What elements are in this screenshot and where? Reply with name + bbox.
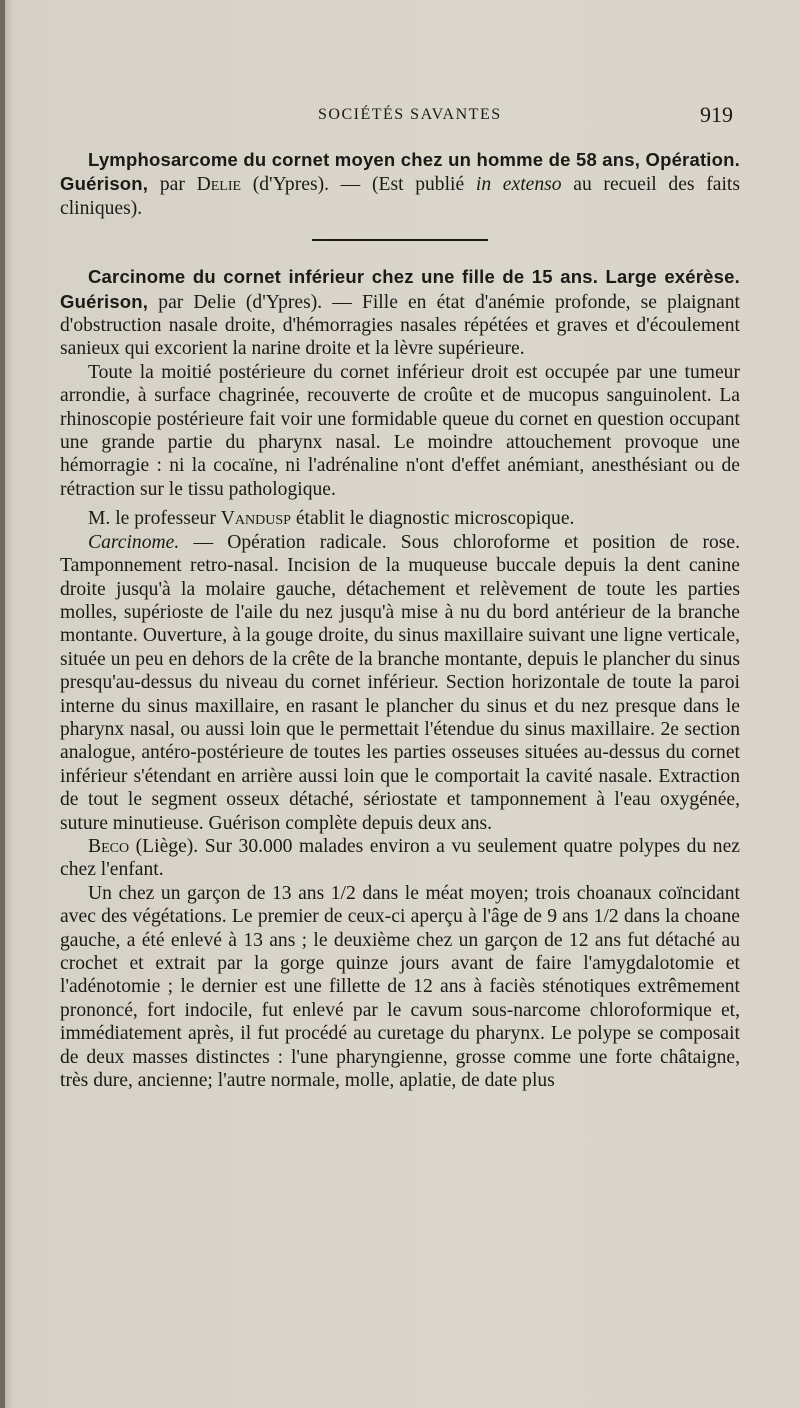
- article-3-author: Beco: [88, 835, 130, 857]
- article-1-author-prefix: par: [159, 174, 185, 196]
- article-1-tail: au recueil des faits cliniques).: [60, 174, 740, 219]
- running-head-title: SOCIÉTÉS SAVANTES: [318, 106, 502, 123]
- article-2-title: Carcinome du cornet inférieur chez une fille de 15 ans. Large exérèse. Guérison,: [60, 266, 740, 312]
- article-2-professor-name: Vandusp: [220, 508, 291, 530]
- article-2-p4-rest: — Opération radicale. Sous chloroforme et position de rose. Tamponnement retro-nasal. Incision de la muqueuse buccale depuis la dent canine droite jusqu'à la molaire gauche, détachement et relèvement de toute les parties molles, supérioste de l'aile du nez jusqu'à mise à nu du bord antérieur de la branche montante. Ouverture, à la gouge droite, du sinus maxillaire suivant une ligne verticale, située un peu en dehors de la crête de la branche montante, depuis le plancher du sinus presqu'au-dessus du niveau du cornet inférieur. Section horizontale de toute la paroi interne du sinus maxillaire, en rasant le plancher du sinus et du nez presque dans le pharynx nasal, ou aussi loin que le permettait l'étendue du sinus maxillaire. 2e section analogue, antéro-postérieure de toutes les parties osseuses situées au-dessus du cornet inférieur s'étendant en arrière aussi loin que le comportait la cavité nasale. Extraction de tout le segment osseux détaché, sériostate et tamponnement à l'eau oxygénée, suture minutieuse. Guérison complète depuis deux ans.: [60, 531, 740, 834]
- page-number: 919: [700, 102, 733, 127]
- article-1-title: Lymphosarcome du cornet moyen chez un homme de 58 ans, Opération. Guérison,: [60, 149, 740, 195]
- article-2-p3-pre: M. le professeur: [88, 508, 216, 530]
- article-3-p1-rest: (Liège). Sur 30.000 malades environ a vu seulement quatre polypes du nez chez l'enfant.: [60, 835, 740, 881]
- article-1-paragraph: [60, 148, 740, 220]
- article-1-italic: in extenso: [475, 174, 562, 196]
- article-2-paragraph-1: [60, 265, 740, 361]
- article-1-rest: (d'Ypres). — (Est publié: [252, 174, 465, 196]
- page-spine-shadow: [0, 0, 5, 1408]
- article-3-paragraph-1: [60, 835, 740, 882]
- article-3-paragraph-2: Un chez un garçon de 13 ans 1/2 dans le méat moyen; trois choanaux coïncidant avec des végétations. Le premier de ceux-ci aperçu à l'âge de 9 ans 1/2 dans la choane gauche, a été enlevé à 13 ans ; le deuxième chez un garçon de 12 ans fut détaché au crochet et extrait par la gorge quinze jours avant de faire l'amygdalotomie et l'adénotomie ; le dernier est une fillette de 12 ans à faciès sténotiques extrêmement prononcé, fort indocile, fut enlevé par le cavum sous-narcome chloroformique et, immédiatement après, il fut procédé au curetage du pharynx. Le polype se composait de deux masses distinctes : l'une pharyngienne, grosse comme une forte châtaigne, très dure, ancienne; l'autre normale, molle, aplatie, de date plus: [60, 882, 740, 1092]
- article-2-p3-rest: établit le diagnostic microscopique.: [295, 508, 575, 530]
- article-2-paragraph-2: Toute la moitié postérieure du cornet inférieur droit est occupée par une tumeur arrondie, à surface chagrinée, recouverte de croûte et de mucopus sanguinolent. La rhinoscopie postérieure fait voir une formidable queue du cornet en question occupant une grande partie du pharynx nasal. Le moindre attouchement provoque une hémorragie : ni la cocaïne, ni l'adrénaline n'ont d'effet anémiant, anesthésiant ou de rétraction sur le tissu pathologique.: [60, 361, 740, 500]
- article-2-paragraph-3: [60, 507, 740, 530]
- article-2-paragraph-4: [60, 531, 740, 835]
- article-2-intro: par Delie (d'Ypres). — Fille en état d'anémie profonde, se plaignant d'obstruction nasale droite, d'hémorragies nasales répétées et graves et d'écoulement sanieux qui excorient la narine droite et la lèvre supérieure.: [60, 291, 740, 360]
- section-divider: [312, 239, 488, 241]
- article-2-p4-italic: Carcinome.: [88, 531, 180, 553]
- body-text: [60, 148, 740, 1092]
- article-1-author: Delie: [196, 174, 242, 196]
